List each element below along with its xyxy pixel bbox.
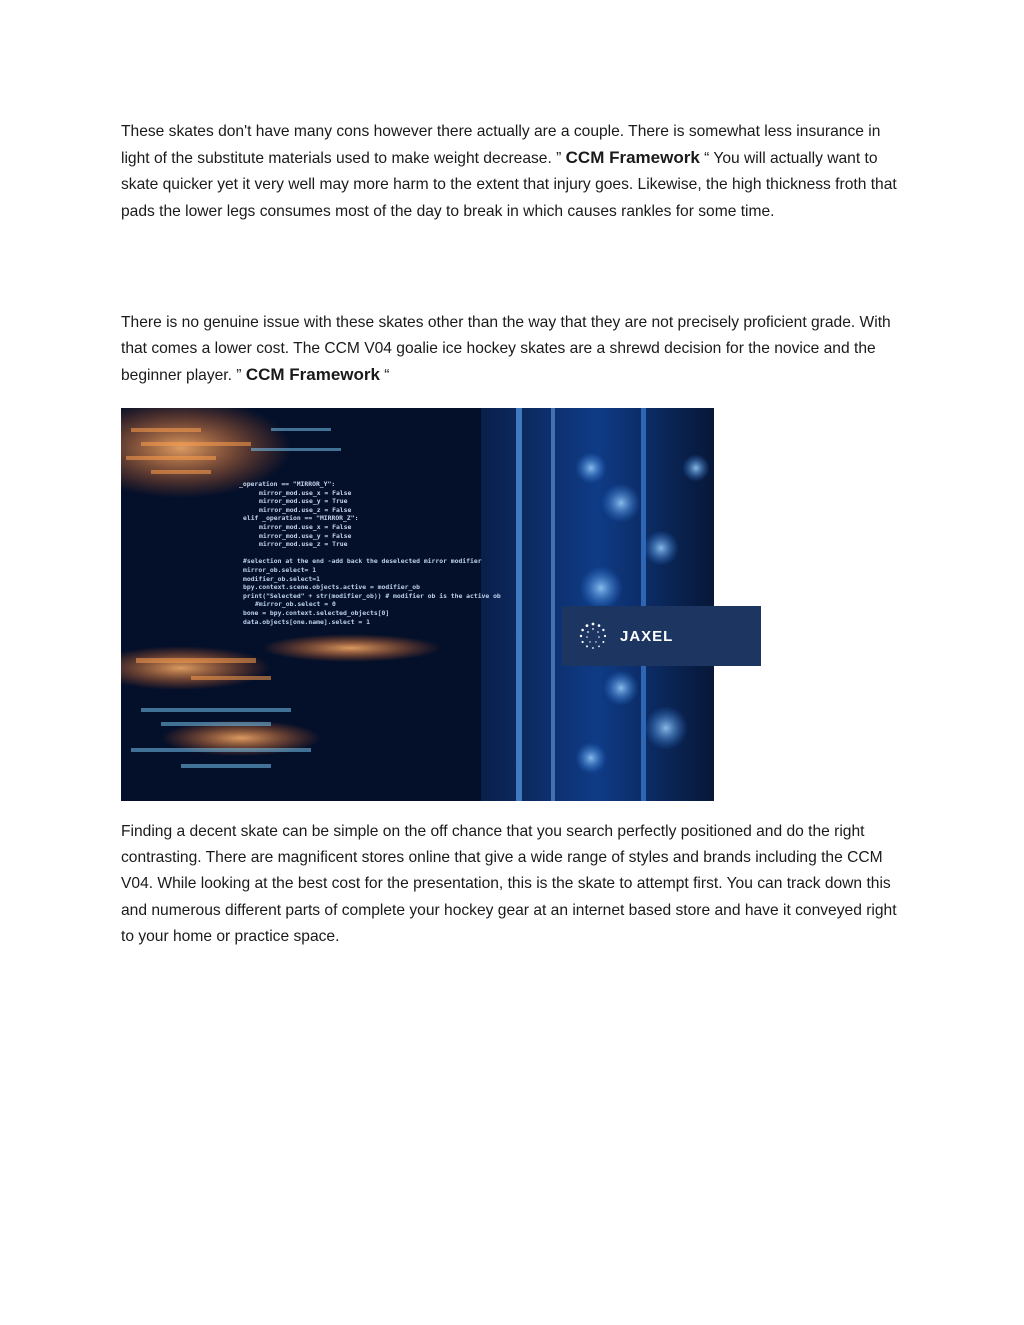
- brand-banner: [562, 606, 761, 666]
- paragraph-1: [121, 119, 906, 225]
- code-line: _operation == "MIRROR_Y":: [239, 480, 336, 488]
- keyword-link-ccm-framework: CCM Framework: [565, 148, 700, 168]
- paragraph-2-text-after: “: [379, 367, 390, 385]
- code-line: bpy.context.scene.objects.active = modifier_ob: [243, 583, 420, 592]
- code-line: mirror_mod.use_y = False: [259, 531, 352, 540]
- code-line: mirror_mod.use_z = False: [259, 505, 352, 514]
- code-line: #selection at the end -add back the deselected mirror modifier: [243, 557, 482, 566]
- dotted-circle-logo-icon: [578, 621, 608, 651]
- article-image: [121, 408, 761, 801]
- paragraph-3: [121, 819, 906, 950]
- photo-background-art: [121, 408, 714, 801]
- paragraph-2-text-before: There is no genuine issue with these skates other than the way that they are not precisely proficient grade. With that comes a lower cost. The CCM V04 goalie ice hockey skates are a shrewd decision for the novice and the beginner player. ”: [121, 314, 891, 385]
- paragraph-2: [121, 310, 906, 390]
- code-line: print("Selected" + str(modifier_ob)) # modifier ob is the active ob: [243, 591, 501, 600]
- code-line: modifier_ob.select=1: [243, 574, 320, 583]
- code-line: bone = bpy.context.selected_objects[0]: [243, 609, 390, 617]
- paragraph-1-text-after: “ You will actually want to skate quicker yet it very well may more harm to the extent that injury goes. Likewise, the high thickness froth that pads the lower legs consumes most of the day to break in which causes rankles for some time.: [121, 150, 897, 220]
- paragraph-1-text-before: These skates don't have many cons however there actually are a couple. There is somewhat less insurance in light of the substitute materials used to make weight decrease. ”: [121, 123, 881, 168]
- paragraph-3-text: Finding a decent skate can be simple on the off chance that you search perfectly positioned and do the right contrasting. There are magnificent stores online that give a wide range of styles and brands including the CCM V04. While looking at the best cost for the presentation, this is the skate to attempt first. You can track down this and numerous different parts of complete your hockey gear at an internet based store and have it conveyed right to your home or practice space.: [121, 823, 897, 945]
- code-line: elif _operation == "MIRROR_Z":: [243, 514, 359, 523]
- server-code-photo: [121, 408, 714, 801]
- code-line: mirror_mod.use_z = True: [259, 540, 348, 549]
- code-line: data.objects[one.name].select = 1: [243, 617, 370, 626]
- keyword-link-ccm-framework: CCM Framework: [245, 365, 380, 385]
- code-line: mirror_mod.use_x = False: [259, 523, 352, 531]
- code-line: #mirror_ob.select = 0: [255, 600, 336, 609]
- code-line: mirror_mod.use_y = True: [259, 497, 348, 506]
- code-line: mirror_mod.use_x = False: [259, 488, 352, 497]
- brand-name: JAXEL: [620, 627, 674, 645]
- code-line: mirror_ob.select= 1: [243, 566, 317, 574]
